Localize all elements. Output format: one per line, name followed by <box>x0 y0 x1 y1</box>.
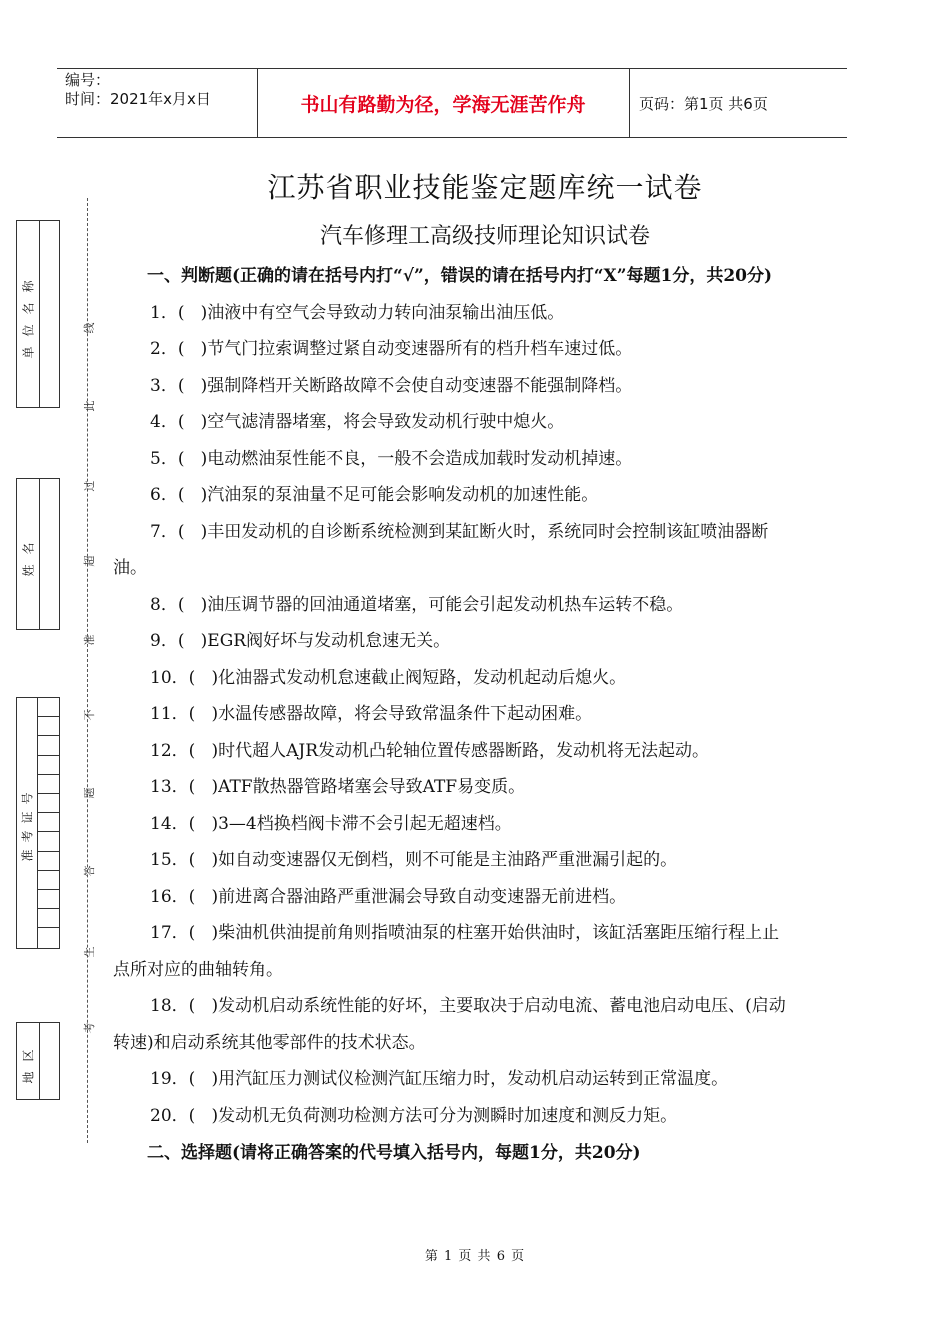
exam-id-cell[interactable] <box>38 717 59 736</box>
header-meta <box>65 71 255 109</box>
question-text: )油液中有空气会导致动力转向油泵输出油压低。 <box>200 302 565 323</box>
question-item <box>113 1061 793 1098</box>
question-number: 20．( <box>150 1105 196 1126</box>
exam-id-cell[interactable] <box>38 832 59 851</box>
question-item <box>113 477 793 514</box>
cut-line-word: 答 <box>83 865 96 877</box>
serial-number-label: 编号： <box>65 71 111 89</box>
answer-blank[interactable] <box>195 777 211 797</box>
answer-blank[interactable] <box>184 412 200 432</box>
question-number: 15．( <box>150 850 196 870</box>
exam-id-cell[interactable] <box>38 775 59 794</box>
question-text: )水温传感器故障，将会导致常温条件下起动困难。 <box>211 704 593 724</box>
answer-blank[interactable] <box>184 376 200 396</box>
question-item <box>113 806 793 843</box>
answer-blank[interactable] <box>184 522 200 542</box>
header-motto: 书山有路勤为径，学海无涯苦作舟 <box>300 93 586 116</box>
binding-cut-line <box>87 198 88 1143</box>
exam-id-cell[interactable] <box>38 794 59 813</box>
cut-line-word: 过 <box>83 480 96 492</box>
answer-blank[interactable] <box>195 1069 211 1089</box>
exam-content <box>113 258 793 1172</box>
cut-line-word: 此 <box>83 400 96 412</box>
question-number: 10．( <box>150 667 196 688</box>
question-text: )EGR阀好坏与发动机怠速无关。 <box>200 631 451 651</box>
question-text: )发动机无负荷测功检测方法可分为测瞬时加速度和测反力矩。 <box>211 1105 678 1126</box>
section-heading: 二、选择题(请将正确答案的代号填入括号内，每题1分，共20分) <box>147 1143 641 1163</box>
question-number: 1．( <box>150 302 185 323</box>
question-text: )发动机启动系统性能的好坏，主要取决于启动电流、蓄电池启动电压、(启动转速)和启动系统其他零部件的技术状态。 <box>113 996 786 1053</box>
question-item <box>113 441 793 478</box>
question-number: 6．( <box>150 485 185 505</box>
exam-id-label: 准考证号 <box>20 784 35 862</box>
question-number: 7．( <box>150 521 185 542</box>
question-number: 5．( <box>150 448 185 469</box>
name-box <box>16 478 60 630</box>
cut-line-word: 超 <box>83 555 96 567</box>
exam-id-cell[interactable] <box>38 909 59 928</box>
exam-id-cell[interactable] <box>38 928 59 947</box>
question-number: 16．( <box>150 886 196 907</box>
answer-blank[interactable] <box>184 595 200 615</box>
exam-id-cell[interactable] <box>38 698 59 717</box>
question-text: )ATF散热器管路堵塞会导致ATF易变质。 <box>211 777 526 797</box>
header-page-info: 页码：第1页 共6页 <box>639 94 768 113</box>
cut-line-word: 准 <box>83 634 96 646</box>
question-number: 18．( <box>150 996 196 1016</box>
question-text: )强制降档开关断路故障不会使自动变速器不能强制降档。 <box>200 375 633 396</box>
unit-name-box <box>16 220 60 408</box>
question-number: 3．( <box>150 375 185 396</box>
question-text: )丰田发动机的自诊断系统检测到某缸断火时，系统同时会控制该缸喷油器断油。 <box>113 521 769 578</box>
exam-id-cell[interactable] <box>38 890 59 909</box>
cut-line-word: 线 <box>83 322 96 334</box>
exam-id-cell[interactable] <box>38 756 59 775</box>
question-text: )电动燃油泵性能不良，一般不会造成加载时发动机掉速。 <box>200 448 633 469</box>
question-text: )柴油机供油提前角则指喷油泵的柱塞开始供油时，该缸活塞距压缩行程上止点所对应的曲轴转角。 <box>113 923 780 980</box>
question-text: )如自动变速器仅无倒档，则不可能是主油路严重泄漏引起的。 <box>211 850 678 870</box>
question-item <box>113 769 793 806</box>
exam-id-cell[interactable] <box>38 813 59 832</box>
question-list <box>113 295 793 1135</box>
page-footer: 第 1 页 共 6 页 <box>424 1249 526 1264</box>
question-text: )节气门拉索调整过紧自动变速器所有的档升档车速过低。 <box>200 339 633 359</box>
question-number: 11．( <box>150 704 196 724</box>
cut-line-word: 生 <box>83 946 96 958</box>
question-item <box>113 879 793 916</box>
name-label: 姓名 <box>21 531 36 577</box>
question-item <box>113 404 793 441</box>
region-label: 地区 <box>21 1038 36 1084</box>
question-item <box>113 696 793 733</box>
question-number: 8．( <box>150 594 185 615</box>
question-item <box>113 295 793 332</box>
exam-id-cell[interactable] <box>38 736 59 755</box>
question-number: 17．( <box>150 923 196 943</box>
answer-blank[interactable] <box>184 631 200 651</box>
question-number: 12．( <box>150 740 196 761</box>
question-item <box>113 331 793 368</box>
question-item <box>113 660 793 697</box>
question-text: )用汽缸压力测试仪检测汽缸压缩力时，发动机启动运转到正常温度。 <box>211 1069 729 1089</box>
question-item <box>113 915 793 988</box>
answer-blank[interactable] <box>195 887 211 907</box>
answer-blank[interactable] <box>184 303 200 323</box>
answer-blank[interactable] <box>184 449 200 469</box>
question-item <box>113 514 793 587</box>
question-item <box>113 587 793 624</box>
exam-id-cell[interactable] <box>38 871 59 890</box>
answer-blank[interactable] <box>195 814 211 834</box>
question-text: )汽油泵的泵油量不足可能会影响发动机的加速性能。 <box>200 485 599 505</box>
answer-blank[interactable] <box>195 704 211 724</box>
answer-blank[interactable] <box>184 339 200 359</box>
answer-blank[interactable] <box>195 668 211 688</box>
question-number: 4．( <box>150 412 185 432</box>
question-item <box>113 1098 793 1135</box>
answer-blank[interactable] <box>195 1106 211 1126</box>
question-text: )空气滤清器堵塞，将会导致发动机行驶中熄火。 <box>200 412 565 432</box>
date-label: 时间：2021年x月x日 <box>65 90 211 108</box>
question-item <box>113 368 793 405</box>
question-number: 2．( <box>150 339 185 359</box>
answer-blank[interactable] <box>195 741 211 761</box>
cut-line-word: 考 <box>83 1022 96 1034</box>
exam-id-box <box>16 697 60 949</box>
question-text: )油压调节器的回油通道堵塞，可能会引起发动机热车运转不稳。 <box>200 594 684 615</box>
question-text: )时代超人AJR发动机凸轮轴位置传感器断路，发动机将无法起动。 <box>211 740 710 761</box>
question-item <box>113 733 793 770</box>
region-box <box>16 1022 60 1100</box>
unit-name-label: 单位名称 <box>21 269 36 359</box>
question-item <box>113 988 793 1061</box>
question-number: 13．( <box>150 777 196 797</box>
question-text: )化油器式发动机怠速截止阀短路，发动机起动后熄火。 <box>211 667 627 688</box>
exam-id-cell[interactable] <box>38 852 59 871</box>
cut-line-word: 不 <box>83 709 96 721</box>
question-text: )前进离合器油路严重泄漏会导致自动变速器无前进档。 <box>211 886 627 907</box>
answer-blank[interactable] <box>195 850 211 870</box>
question-number: 19．( <box>150 1069 196 1089</box>
exam-id-grid <box>37 698 59 948</box>
page-title: 江苏省职业技能鉴定题库统一试卷 <box>267 171 703 204</box>
question-number: 9．( <box>150 631 185 651</box>
answer-blank[interactable] <box>184 485 200 505</box>
question-number: 14．( <box>150 813 196 834</box>
question-item <box>113 623 793 660</box>
answer-blank[interactable] <box>195 996 211 1016</box>
answer-blank[interactable] <box>195 923 211 943</box>
document-header <box>57 68 847 138</box>
page-subtitle: 汽车修理工高级技师理论知识试卷 <box>319 224 650 249</box>
question-item <box>113 842 793 879</box>
header-divider <box>629 69 630 137</box>
section-heading: 一、判断题(正确的请在括号内打“√”，错误的请在括号内打“X”每题1分，共20分) <box>147 266 773 286</box>
cut-line-word: 题 <box>83 787 96 799</box>
question-text: )3—4档换档阀卡滞不会引起无超速档。 <box>211 813 512 834</box>
